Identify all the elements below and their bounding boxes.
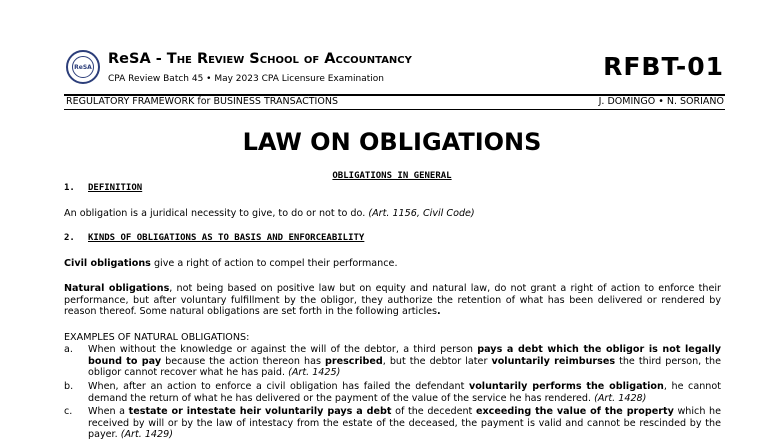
item-b-text-2: , he cannot demand the return of what he has delivered or the payment of the value of the service he has rendered. [88, 381, 721, 404]
definition-paragraph [64, 208, 475, 220]
section-2-heading [64, 233, 364, 245]
item-b-marker: b. [64, 381, 74, 392]
natural-term: Natural obligations [64, 283, 170, 294]
item-a-marker: a. [64, 344, 73, 355]
item-c-text-3: which he received by will or by the law of intestacy from the estate of the deceased, the payment is valid and cannot be rescinded by the payer. [88, 406, 721, 440]
list-item [88, 381, 721, 404]
definition-citation: (Art. 1156, Civil Code) [368, 208, 475, 219]
item-a-text-4: the third person, the obligor cannot recover what he has paid. [88, 355, 721, 378]
subject-name: REGULATORY FRAMEWORK for BUSINESS TRANSACTIONS [66, 96, 338, 107]
item-a-text-3: , but the debtor later [382, 355, 492, 367]
list-item [88, 406, 721, 441]
item-c-bold-1: testate or intestate heir voluntarily pays a debt [128, 406, 392, 417]
document-code: RFBT-01 [603, 52, 724, 81]
item-c-citation: (Art. 1429) [120, 429, 173, 440]
list-item [88, 344, 721, 379]
natural-end: . [437, 306, 441, 317]
school-name [108, 51, 412, 67]
logo-emblem-icon: ReSA [72, 56, 94, 78]
brand: ReSA [108, 51, 151, 67]
item-a-text-1: When without the knowledge or against the will of the debtor, a third person [88, 344, 478, 355]
section-1-heading [64, 183, 142, 195]
civil-term: Civil obligations [64, 258, 151, 269]
natural-text: , not being based on positive law but on equity and natural law, do not grant a right of action to enforce their performance, but after voluntary fulfillment by the obligor, they authorize the retention of what has been delivered or rendered by reason thereof. Some natural obligations are set forth in the following articles [64, 283, 721, 317]
page-title: LAW ON OBLIGATIONS [242, 128, 542, 156]
authors: J. DOMINGO • N. SORIANO [598, 96, 724, 107]
item-a-text-2: because the action thereon has [161, 355, 325, 367]
section-1-number: 1. [64, 183, 75, 193]
subheader-divider [64, 109, 725, 110]
item-c-bold-2: exceeding the value of the property [475, 406, 674, 417]
item-a-bold-3: voluntarily reimburses [491, 355, 616, 367]
resa-logo [66, 50, 100, 84]
civil-text: give a right of action to compel their performance. [150, 258, 398, 269]
examples-heading: EXAMPLES OF NATURAL OBLIGATIONS: [64, 332, 250, 343]
item-a-bold-2: prescribed [324, 355, 383, 367]
item-c-text-2: of the decedent [391, 406, 476, 417]
item-b-bold-1: voluntarily performs the obligation [468, 381, 664, 392]
item-c-marker: c. [64, 406, 73, 417]
section-2-title: KINDS OF OBLIGATIONS AS TO BASIS AND ENFORCEABILITY [88, 233, 365, 243]
civil-obligations-paragraph [64, 258, 398, 270]
brand-rest: - The Review School of Accountancy [155, 51, 412, 67]
section-heading: OBLIGATIONS IN GENERAL [332, 171, 452, 181]
item-c-text-1: When a [88, 406, 129, 417]
section-2-number: 2. [64, 233, 75, 243]
item-b-text-1: When, after an action to enforce a civil obligation has failed the defendant [88, 381, 469, 392]
section-1-title: DEFINITION [88, 183, 143, 193]
item-a-bold-1: pays a debt which the obligor is not legally bound to pay [88, 344, 721, 367]
definition-text: An obligation is a juridical necessity to give, to do or not to do. [64, 208, 366, 219]
item-a-citation: (Art. 1425) [288, 367, 341, 378]
natural-obligations-paragraph [64, 283, 721, 318]
item-b-citation: (Art. 1428) [594, 392, 647, 404]
batch-subtitle: CPA Review Batch 45 • May 2023 CPA Licensure Examination [108, 74, 384, 84]
